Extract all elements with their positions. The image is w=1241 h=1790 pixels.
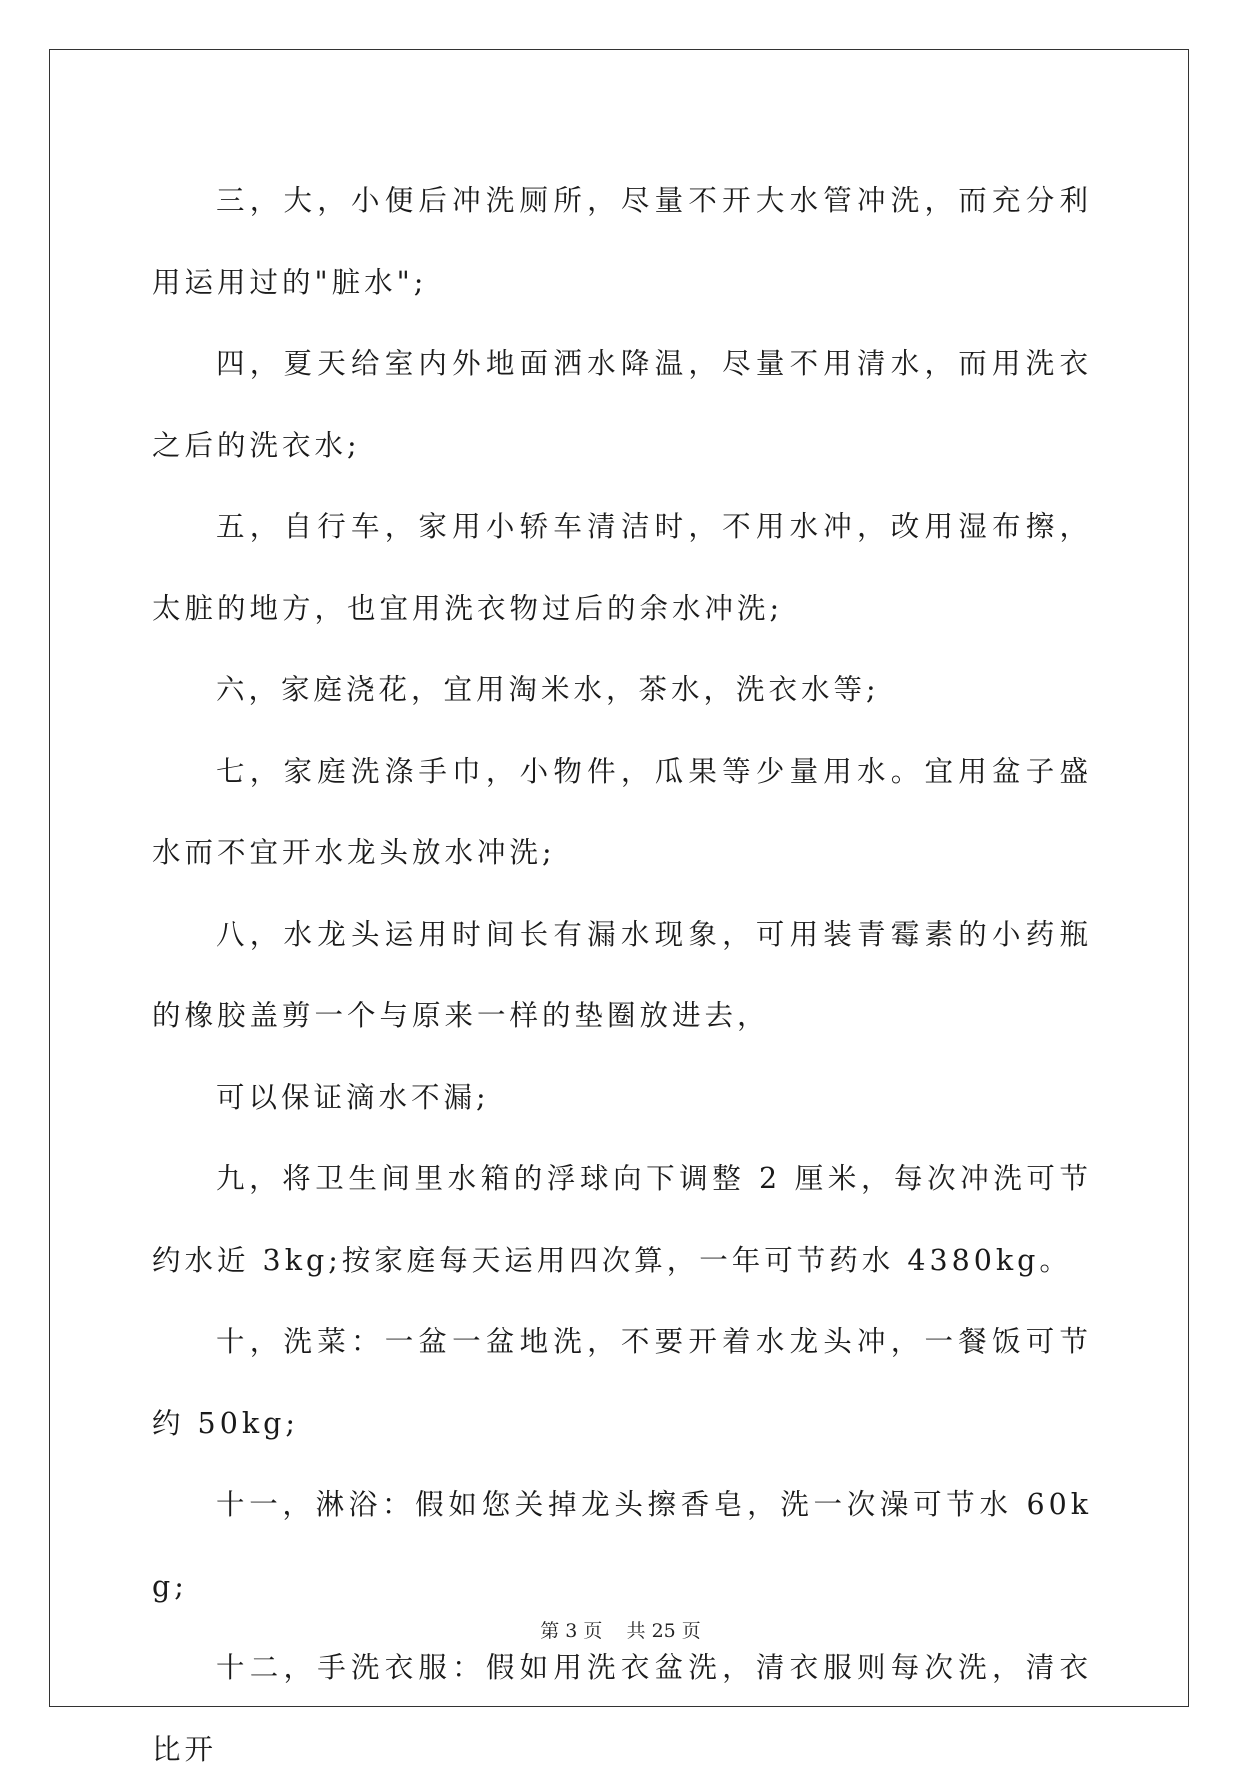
paragraph-12: 十二，手洗衣服：假如用洗衣盆洗，清衣服则每次洗，清衣比开 <box>152 1651 1092 1766</box>
paragraph-8-continued: 可以保证滴水不漏; <box>216 1080 490 1114</box>
paragraph-11: 十一，淋浴：假如您关掉龙头擦香皂，洗一次澡可节水 60kg; <box>152 1488 1092 1603</box>
paragraph-4: 四，夏天给室内外地面洒水降温，尽量不用清水，而用洗衣之后的洗衣水; <box>152 347 1092 462</box>
paragraph-10: 十，洗菜：一盆一盆地洗，不要开着水龙头冲，一餐饭可节约 50kg; <box>152 1325 1092 1440</box>
paragraph-8: 八，水龙头运用时间长有漏水现象，可用装青霉素的小药瓶的橡胶盖剪一个与原来一样的垫圈放进去， <box>152 917 1092 1032</box>
paragraph-5: 五，自行车，家用小轿车清洁时，不用水冲，改用湿布擦，太脏的地方，也宜用洗衣物过后的余水冲洗; <box>152 510 1092 625</box>
page-footer <box>0 1616 1241 1643</box>
document-body <box>152 160 1092 1790</box>
paragraph-3: 三，大，小便后冲洗厕所，尽量不开大水管冲洗，而充分利用运用过的"脏水"; <box>152 184 1092 299</box>
page-number-label: 第 3 页 共 25 页 <box>540 1620 701 1642</box>
paragraph-9: 九，将卫生间里水箱的浮球向下调整 2 厘米，每次冲洗可节约水近 3kg;按家庭每天运用四次算，一年可节药水 4380kg。 <box>152 1162 1092 1277</box>
paragraph-7: 七，家庭洗涤手巾，小物件，瓜果等少量用水。宜用盆子盛水而不宜开水龙头放水冲洗; <box>152 754 1092 869</box>
paragraph-6: 六，家庭浇花，宜用淘米水，茶水，洗衣水等; <box>216 673 880 706</box>
